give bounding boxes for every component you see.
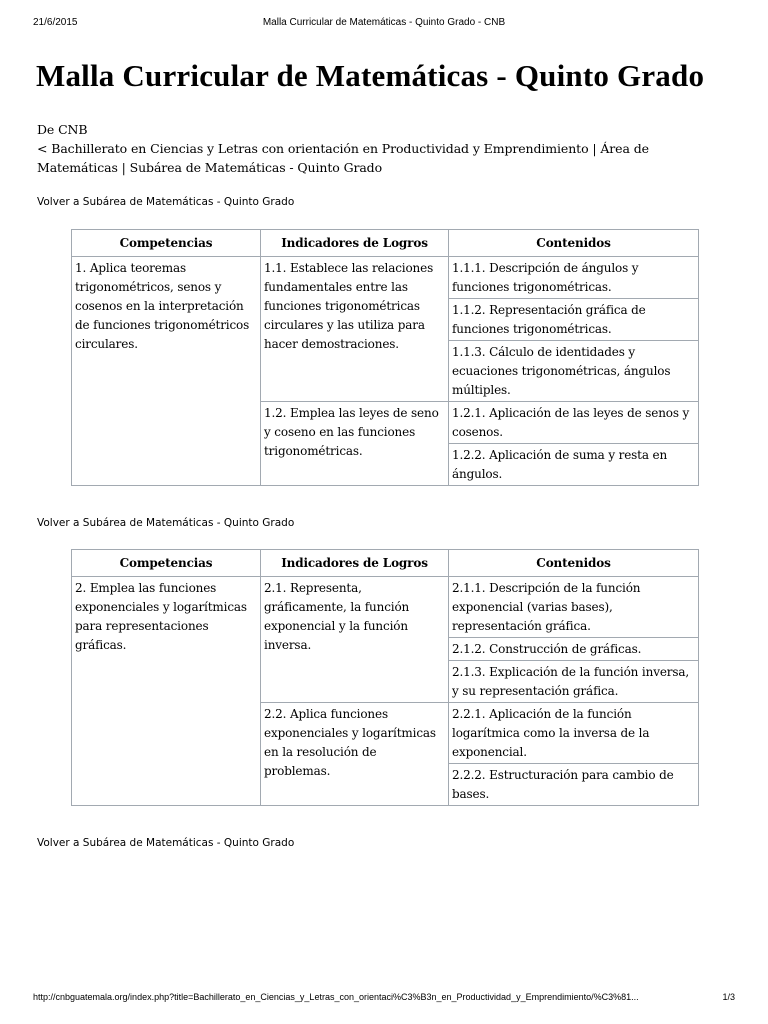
breadcrumb-link[interactable]: < Bachillerato en Ciencias y Letras con orientación en Productividad y Emprendimiento | Área de Matemáticas | Subárea de Matemáticas - Quinto Grado xyxy=(37,141,649,175)
back-link[interactable]: Volver a Subárea de Matemáticas - Quinto Grado xyxy=(37,196,295,208)
print-date: 21/6/2015 xyxy=(33,17,78,28)
print-footer xyxy=(0,992,768,1006)
competencia-cell: 1. Aplica teoremas trigonométricos, senos y cosenos en la interpretación de funciones trigonométricos circulares. xyxy=(72,257,261,486)
table-header-row xyxy=(72,230,699,257)
back-link[interactable]: Volver a Subárea de Matemáticas - Quinto Grado xyxy=(37,837,295,849)
contenido-cell: 2.2.2. Estructuración para cambio de bases. xyxy=(449,764,699,806)
print-page-title: Malla Curricular de Matemáticas - Quinto Grado - CNB xyxy=(262,17,506,28)
table-row xyxy=(72,577,699,638)
indicador-cell: 1.1. Establece las relaciones fundamentales entre las funciones trigonométricas circulares y las utiliza para hacer demostraciones. xyxy=(261,257,449,402)
source-label: De CNB xyxy=(37,122,88,137)
indicador-cell: 1.2. Emplea las leyes de seno y coseno en las funciones trigonométricas. xyxy=(261,402,449,486)
back-link[interactable]: Volver a Subárea de Matemáticas - Quinto Grado xyxy=(37,517,295,529)
page-title: Malla Curricular de Matemáticas - Quinto Grado xyxy=(36,58,705,93)
contenido-cell: 2.1.3. Explicación de la función inversa, y su representación gráfica. xyxy=(449,661,699,703)
page-number: 1/3 xyxy=(722,992,735,1002)
table-row xyxy=(72,257,699,299)
contenido-cell: 2.1.2. Construcción de gráficas. xyxy=(449,638,699,661)
contenido-cell: 2.1.1. Descripción de la función exponencial (varias bases), representación gráfica. xyxy=(449,577,699,638)
header-indicadores: Indicadores de Logros xyxy=(261,550,449,577)
contenido-cell: 2.2.1. Aplicación de la función logarítmica como la inversa de la exponencial. xyxy=(449,703,699,764)
print-url: http://cnbguatemala.org/index.php?title=Bachillerato_en_Ciencias_y_Letras_con_orientaci%C3%B3n_en_Productividad_y_Emprendimiento/%C3%81... xyxy=(33,992,639,1002)
indicador-cell: 2.2. Aplica funciones exponenciales y logarítmicas en la resolución de problemas. xyxy=(261,703,449,806)
indicador-cell: 2.1. Representa, gráficamente, la función exponencial y la función inversa. xyxy=(261,577,449,703)
curriculum-table-2 xyxy=(71,549,699,806)
header-contenidos: Contenidos xyxy=(449,550,699,577)
print-header xyxy=(0,17,768,31)
header-contenidos: Contenidos xyxy=(449,230,699,257)
competencia-cell: 2. Emplea las funciones exponenciales y logarítmicas para representaciones gráficas. xyxy=(72,577,261,806)
header-competencias: Competencias xyxy=(72,230,261,257)
contenido-cell: 1.1.2. Representación gráfica de funciones trigonométricas. xyxy=(449,299,699,341)
contenido-cell: 1.2.2. Aplicación de suma y resta en ángulos. xyxy=(449,444,699,486)
curriculum-table-1 xyxy=(71,229,699,486)
table-header-row xyxy=(72,550,699,577)
header-indicadores: Indicadores de Logros xyxy=(261,230,449,257)
contenido-cell: 1.1.3. Cálculo de identidades y ecuaciones trigonométricas, ángulos múltiples. xyxy=(449,341,699,402)
page-subtitle xyxy=(37,120,727,177)
contenido-cell: 1.1.1. Descripción de ángulos y funciones trigonométricas. xyxy=(449,257,699,299)
contenido-cell: 1.2.1. Aplicación de las leyes de senos y cosenos. xyxy=(449,402,699,444)
header-competencias: Competencias xyxy=(72,550,261,577)
